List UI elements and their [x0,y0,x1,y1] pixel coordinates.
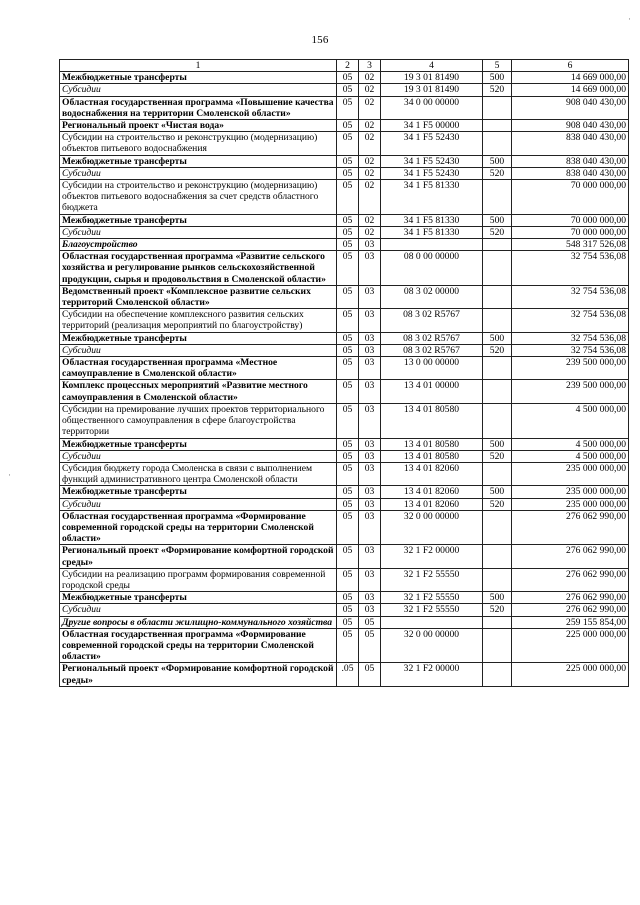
row-name: Субсидии [60,167,337,179]
row-amount: 276 062 990,00 [512,545,629,568]
row-subsection-code: 03 [359,568,381,591]
row-amount: 32 754 536,08 [512,285,629,308]
row-name: Областная государственная программа «Развитие сельского хозяйства и регулирование рынков сельскохозяйственной продукции, сырья и продовольствия в Смоленской области» [60,251,337,286]
row-target-article: 32 1 F2 00000 [381,663,483,686]
table-row [60,226,629,238]
row-expense-type [483,357,512,380]
row-amount: 838 040 430,00 [512,132,629,155]
table-row [60,616,629,628]
row-target-article: 34 1 F5 52430 [381,155,483,167]
table-row [60,438,629,450]
row-name: Субсидии на реализацию программ формирования современной городской среды [60,568,337,591]
row-subsection-code: 03 [359,592,381,604]
row-subsection-code: 02 [359,96,381,119]
row-amount: 4 500 000,00 [512,403,629,438]
row-name: Региональный проект «Чистая вода» [60,120,337,132]
row-name: Межбюджетные трансферты [60,155,337,167]
row-name: Субсидии на премирование лучших проектов территориального общественного самоуправления в сфере благоустройства территории [60,403,337,438]
row-subsection-code: 02 [359,155,381,167]
table-row [60,120,629,132]
row-expense-type [483,568,512,591]
row-expense-type [483,403,512,438]
row-target-article: 13 4 01 82060 [381,498,483,510]
row-section-code: 05 [337,155,359,167]
row-amount: 32 754 536,08 [512,251,629,286]
row-target-article: 08 3 02 R5767 [381,344,483,356]
row-section-code: 05 [337,380,359,403]
row-expense-type [483,251,512,286]
row-section-code: 05 [337,96,359,119]
row-target-article: 08 3 02 00000 [381,285,483,308]
row-target-article: 32 1 F2 55550 [381,604,483,616]
table-row [60,462,629,485]
row-name: Субсидии [60,344,337,356]
row-target-article [381,616,483,628]
row-target-article: 32 0 00 00000 [381,510,483,545]
table-row [60,344,629,356]
row-target-article: 13 0 00 00000 [381,357,483,380]
table-row [60,96,629,119]
row-subsection-code: 03 [359,604,381,616]
table-row [60,155,629,167]
row-expense-type: 500 [483,332,512,344]
row-expense-type [483,132,512,155]
row-section-code: 05 [337,510,359,545]
row-name: Областная государственная программа «Повышение качества водоснабжения на территории Смоленской области» [60,96,337,119]
row-amount: 32 754 536,08 [512,309,629,332]
row-amount: 70 000 000,00 [512,180,629,215]
row-section-code: 05 [337,84,359,96]
row-amount: 276 062 990,00 [512,592,629,604]
row-amount: 838 040 430,00 [512,155,629,167]
row-expense-type: 520 [483,450,512,462]
row-subsection-code: 03 [359,486,381,498]
row-target-article [381,239,483,251]
row-section-code: 05 [337,167,359,179]
row-target-article: 13 4 01 80580 [381,450,483,462]
row-target-article: 13 4 01 82060 [381,462,483,485]
row-target-article: 13 4 01 00000 [381,380,483,403]
row-target-article: 13 4 01 80580 [381,403,483,438]
row-amount: 225 000 000,00 [512,628,629,663]
row-amount: 276 062 990,00 [512,510,629,545]
row-name: Областная государственная программа «Местное самоуправление в Смоленской области» [60,357,337,380]
table-row [60,498,629,510]
row-amount: 14 669 000,00 [512,72,629,84]
row-expense-type [483,628,512,663]
row-section-code: 05 [337,214,359,226]
table-row [60,84,629,96]
row-expense-type [483,616,512,628]
row-target-article: 34 1 F5 52430 [381,167,483,179]
row-section-code: 05 [337,239,359,251]
table-row [60,251,629,286]
column-header: 5 [483,60,512,72]
row-target-article: 08 3 02 R5767 [381,309,483,332]
row-subsection-code: 02 [359,120,381,132]
row-name: Региональный проект «Формирование комфортной городской среды» [60,545,337,568]
row-amount: 14 669 000,00 [512,84,629,96]
row-name: Межбюджетные трансферты [60,438,337,450]
row-subsection-code: 05 [359,616,381,628]
row-name: Субсидии на строительство и реконструкцию (модернизацию) объектов питьевого водоснабжения за счет средств областного бюджета [60,180,337,215]
row-name: Ведомственный проект «Комплексное развитие сельских территорий Смоленской области» [60,285,337,308]
row-subsection-code: 05 [359,628,381,663]
table-row [60,663,629,686]
row-expense-type: 500 [483,486,512,498]
row-amount: 4 500 000,00 [512,450,629,462]
row-target-article: 34 1 F5 81330 [381,226,483,238]
table-row [60,380,629,403]
row-target-article: 32 1 F2 55550 [381,592,483,604]
row-expense-type [483,180,512,215]
row-subsection-code: 02 [359,180,381,215]
row-target-article: 34 0 00 00000 [381,96,483,119]
row-target-article: 19 3 01 81490 [381,72,483,84]
row-subsection-code: 03 [359,450,381,462]
row-name: Межбюджетные трансферты [60,332,337,344]
row-expense-type [483,462,512,485]
row-subsection-code: 03 [359,403,381,438]
row-target-article: 19 3 01 81490 [381,84,483,96]
row-subsection-code: 03 [359,545,381,568]
row-amount: 259 155 854,00 [512,616,629,628]
row-amount: 276 062 990,00 [512,568,629,591]
row-subsection-code: 03 [359,380,381,403]
row-section-code: 05 [337,616,359,628]
row-section-code: 05 [337,120,359,132]
row-name: Субсидии [60,498,337,510]
column-header: 1 [60,60,337,72]
row-subsection-code: 03 [359,251,381,286]
row-expense-type: 520 [483,226,512,238]
row-expense-type [483,96,512,119]
row-target-article: 13 4 01 82060 [381,486,483,498]
row-expense-type [483,239,512,251]
table-row [60,332,629,344]
row-subsection-code: 03 [359,332,381,344]
row-section-code: 05 [337,344,359,356]
row-subsection-code: 03 [359,309,381,332]
row-name: Областная государственная программа «Формирование современной городской среды на территории Смоленской области» [60,510,337,545]
row-section-code: 05 [337,592,359,604]
row-subsection-code: 02 [359,132,381,155]
row-amount: 239 500 000,00 [512,380,629,403]
page-number: 156 [311,34,329,46]
row-amount: 32 754 536,08 [512,344,629,356]
row-name: Субсидии на строительство и реконструкцию (модернизацию) объектов питьевого водоснабжения [60,132,337,155]
row-name: Субсидии [60,226,337,238]
row-name: Субсидии [60,84,337,96]
row-target-article: 34 1 F5 00000 [381,120,483,132]
row-subsection-code: 02 [359,226,381,238]
row-section-code: 05 [337,72,359,84]
row-expense-type: 520 [483,344,512,356]
row-name: Межбюджетные трансферты [60,72,337,84]
row-amount: 239 500 000,00 [512,357,629,380]
table-row [60,357,629,380]
row-subsection-code: 02 [359,167,381,179]
table-row [60,167,629,179]
row-name: Другие вопросы в области жилищно-коммунального хозяйства [60,616,337,628]
row-expense-type: 500 [483,214,512,226]
row-target-article: 34 1 F5 81330 [381,214,483,226]
row-section-code: .05 [337,663,359,686]
row-section-code: 05 [337,628,359,663]
row-name: Субсидии [60,450,337,462]
row-section-code: 05 [337,498,359,510]
budget-table [59,59,629,687]
row-target-article: 08 0 00 00000 [381,251,483,286]
row-section-code: 05 [337,285,359,308]
row-name: Межбюджетные трансферты [60,592,337,604]
row-section-code: 05 [337,462,359,485]
table-row [60,486,629,498]
table-row [60,403,629,438]
table-row [60,239,629,251]
row-subsection-code: 03 [359,510,381,545]
row-target-article: 32 1 F2 00000 [381,545,483,568]
row-amount: 548 317 526,08 [512,239,629,251]
row-section-code: 05 [337,450,359,462]
row-section-code: 05 [337,568,359,591]
row-target-article: 13 4 01 80580 [381,438,483,450]
row-name: Межбюджетные трансферты [60,486,337,498]
row-expense-type [483,510,512,545]
column-header: 6 [512,60,629,72]
row-amount: 70 000 000,00 [512,214,629,226]
column-header: 2 [337,60,359,72]
row-target-article: 08 3 02 R5767 [381,332,483,344]
table-row [60,592,629,604]
table-row [60,214,629,226]
row-name: Региональный проект «Формирование комфортной городской среды» [60,663,337,686]
row-name: Комплекс процессных мероприятий «Развитие местного самоуправления в Смоленской области» [60,380,337,403]
row-expense-type: 500 [483,438,512,450]
row-expense-type [483,380,512,403]
row-amount: 235 000 000,00 [512,498,629,510]
scan-mark: · [8,470,11,480]
row-section-code: 05 [337,545,359,568]
row-subsection-code: 03 [359,438,381,450]
row-expense-type [483,120,512,132]
row-subsection-code: 03 [359,462,381,485]
scan-mark: · [628,14,631,24]
table-header-row [60,60,629,72]
table-row [60,132,629,155]
table-row [60,568,629,591]
row-expense-type [483,545,512,568]
row-name: Субсидии [60,604,337,616]
row-amount: 838 040 430,00 [512,167,629,179]
row-section-code: 05 [337,438,359,450]
row-target-article: 34 1 F5 52430 [381,132,483,155]
row-target-article: 32 0 00 00000 [381,628,483,663]
row-expense-type: 500 [483,592,512,604]
row-section-code: 05 [337,226,359,238]
table-row [60,309,629,332]
row-subsection-code: 03 [359,357,381,380]
row-subsection-code: 03 [359,239,381,251]
table-row [60,180,629,215]
table-row [60,628,629,663]
row-name: Субсидия бюджету города Смоленска в связи с выполнением функций административного центра Смоленской области [60,462,337,485]
table-row [60,450,629,462]
row-amount: 32 754 536,08 [512,332,629,344]
row-section-code: 05 [337,180,359,215]
row-target-article: 34 1 F5 81330 [381,180,483,215]
row-amount: 908 040 430,00 [512,120,629,132]
row-amount: 225 000 000,00 [512,663,629,686]
row-section-code: 05 [337,357,359,380]
table-row [60,604,629,616]
row-expense-type: 520 [483,84,512,96]
column-header: 4 [381,60,483,72]
row-name: Субсидии на обеспечение комплексного развития сельских территорий (реализация мероприятий по благоустройству) [60,309,337,332]
row-name: Межбюджетные трансферты [60,214,337,226]
row-subsection-code: 03 [359,285,381,308]
row-subsection-code: 05 [359,663,381,686]
row-section-code: 05 [337,251,359,286]
row-name: Областная государственная программа «Формирование современной городской среды на территории Смоленской области» [60,628,337,663]
row-amount: 70 000 000,00 [512,226,629,238]
table-row [60,545,629,568]
row-subsection-code: 02 [359,72,381,84]
table-row [60,510,629,545]
table-row [60,285,629,308]
row-expense-type [483,285,512,308]
row-expense-type: 500 [483,155,512,167]
row-amount: 235 000 000,00 [512,486,629,498]
row-section-code: 05 [337,604,359,616]
row-expense-type: 520 [483,604,512,616]
column-header: 3 [359,60,381,72]
row-section-code: 05 [337,486,359,498]
row-section-code: 05 [337,132,359,155]
table-row [60,72,629,84]
row-name: Благоустройство [60,239,337,251]
row-section-code: 05 [337,403,359,438]
row-amount: 908 040 430,00 [512,96,629,119]
row-subsection-code: 02 [359,214,381,226]
row-section-code: 05 [337,332,359,344]
row-expense-type: 520 [483,167,512,179]
row-expense-type [483,309,512,332]
row-expense-type [483,663,512,686]
row-amount: 276 062 990,00 [512,604,629,616]
row-subsection-code: 03 [359,344,381,356]
row-section-code: 05 [337,309,359,332]
row-amount: 235 000 000,00 [512,462,629,485]
row-target-article: 32 1 F2 55550 [381,568,483,591]
row-subsection-code: 03 [359,498,381,510]
row-expense-type: 520 [483,498,512,510]
row-subsection-code: 02 [359,84,381,96]
row-amount: 4 500 000,00 [512,438,629,450]
row-expense-type: 500 [483,72,512,84]
